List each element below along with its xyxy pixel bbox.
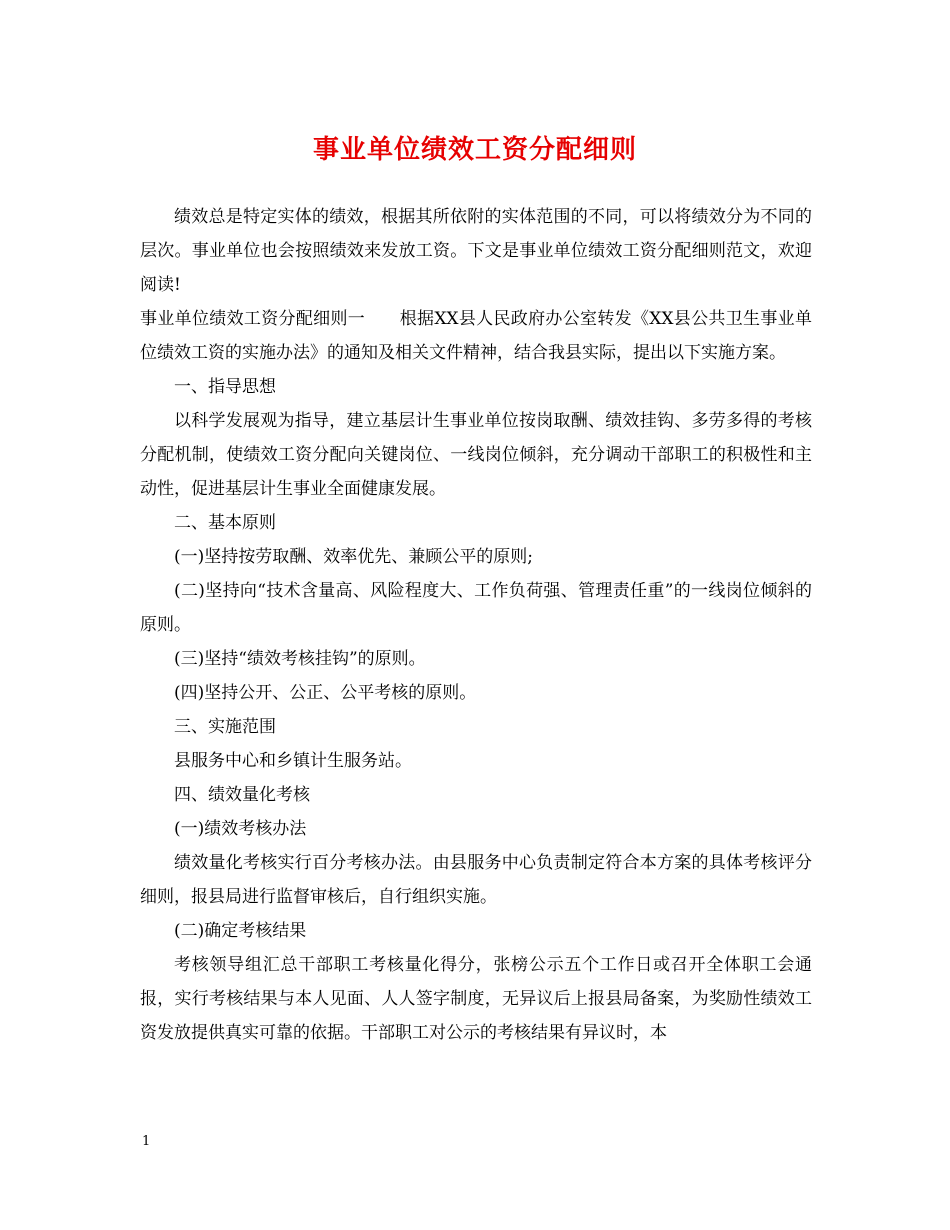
heading-guiding-ideology: 一、指导思想 <box>174 377 276 397</box>
paragraph-assessment-method: 绩效量化考核实行百分考核办法。由县服务中心负责制定符合本方案的具体考核评分细则，报县局进行监督审核后，自行组织实施。 <box>140 853 812 907</box>
subheading-assessment-results: (二)确定考核结果 <box>174 921 307 941</box>
principle-item-4: (四)坚持公开、公正、公平考核的原则。 <box>174 683 477 703</box>
principle-item-2: (二)坚持向“技术含量高、风险程度大、工作负荷强、管理责任重”的一线岗位倾斜的原则。 <box>140 581 812 635</box>
document-body <box>140 200 812 1050</box>
paragraph-intro: 绩效总是特定实体的绩效，根据其所依附的实体范围的不同，可以将绩效分为不同的层次。事业单位也会按照绩效来发放工资。下文是事业单位绩效工资分配细则范文，欢迎阅读! <box>140 207 812 295</box>
paragraph-guiding-ideology: 以科学发展观为指导，建立基层计生事业单位按岗取酬、绩效挂钩、多劳多得的考核分配机制，使绩效工资分配向关键岗位、一线岗位倾斜，充分调动干部职工的积极性和主动性，促进基层计生事业全面健康发展。 <box>140 411 812 499</box>
paragraph-scope: 县服务中心和乡镇计生服务站。 <box>174 751 412 771</box>
document-title: 事业单位绩效工资分配细则 <box>312 135 637 165</box>
heading-basic-principles: 二、基本原则 <box>174 513 276 533</box>
heading-scope: 三、实施范围 <box>174 717 276 737</box>
principle-item-3: (三)坚持“绩效考核挂钩”的原则。 <box>174 649 426 669</box>
subheading-assessment-method: (一)绩效考核办法 <box>174 819 307 839</box>
paragraph-basis: 事业单位绩效工资分配细则一 根据XX县人民政府办公室转发《XX县公共卫生事业单位绩效工资的实施办法》的通知及相关文件精神，结合我县实际，提出以下实施方案。 <box>140 309 812 363</box>
page-number: 1 <box>142 1134 151 1149</box>
principle-item-1: (一)坚持按劳取酬、效率优先、兼顾公平的原则; <box>174 547 533 567</box>
paragraph-assessment-results: 考核领导组汇总干部职工考核量化得分，张榜公示五个工作日或召开全体职工会通报，实行考核结果与本人见面、人人签字制度，无异议后上报县局备案，为奖励性绩效工资发放提供真实可靠的依据。干部职工对公示的考核结果有异议时，本 <box>140 955 812 1043</box>
heading-assessment: 四、绩效量化考核 <box>174 785 310 805</box>
